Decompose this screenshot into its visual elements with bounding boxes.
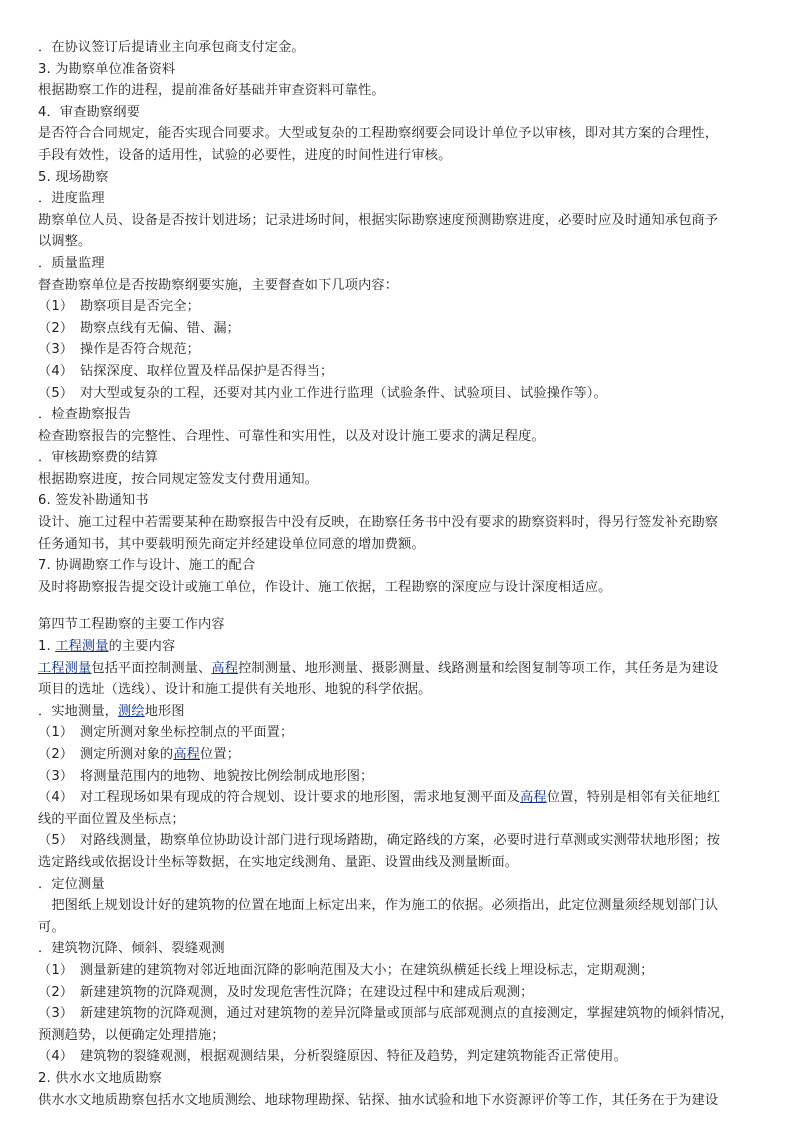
list-item: （5） 对大型或复杂的工程，还要对其内业工作进行监理（试验条件、试验项目、试验操作等）。 xyxy=(38,385,607,401)
text-line: 任务通知书，其中要载明预先商定并经建设单位同意的增加费额。 xyxy=(38,536,425,552)
document-page xyxy=(38,37,758,1111)
list-item: （2） 测定所测对象的高程位置； xyxy=(38,747,241,762)
section-heading: 4．审查勘察纲要 xyxy=(38,104,140,120)
text-line: 根据勘察进度，按合同规定签发支付费用通知。 xyxy=(38,471,319,487)
engineering-survey-link[interactable]: 工程测量 xyxy=(55,639,109,655)
text-line: 是否符合合同规定，能否实现合同要求。大型或复杂的工程勘察纲要会同设计单位予以审核，即对其方案的合理性， xyxy=(38,126,719,142)
engineering-survey-link[interactable]: 工程测量 xyxy=(38,660,92,676)
subsection-heading: ．实地测量，测绘地形图 xyxy=(38,703,185,719)
text-line: 可。 xyxy=(38,919,65,935)
section-heading: 3. 为勘察单位准备资料 xyxy=(38,61,176,77)
list-item: （5） 对路线测量，勘察单位协助设计部门进行现场踏勘，确定路线的方案，必要时进行草测或实测带状地形图；按 xyxy=(38,833,721,849)
list-item: （2） 勘察点线有无偏、错、漏； xyxy=(38,320,241,336)
elevation-link[interactable]: 高程 xyxy=(211,660,239,676)
text-line: 选定路线或依据设计坐标等数据，在实地定线测角、量距、设置曲线及测量断面。 xyxy=(38,854,519,870)
text-line: 预测趋势，以便确定处理措施； xyxy=(38,1027,225,1043)
list-item: （4） 建筑物的裂缝观测，根据观测结果，分析裂缝原因、特征及趋势，判定建筑物能否正常使用。 xyxy=(38,1049,627,1065)
list-item: （1） 勘察项目是否完全； xyxy=(38,299,200,315)
text-line: 手段有效性，设备的适用性，试验的必要性，进度的时间性进行审核。 xyxy=(38,147,452,163)
text-line: 以调整。 xyxy=(38,234,92,250)
text-line: 把图纸上规划设计好的建筑物的位置在地面上标定出来，作为施工的依据。必须指出，此定位测量须经规划部门认 xyxy=(38,898,719,914)
elevation-link[interactable]: 高程 xyxy=(520,790,547,806)
text-line: 线的平面位置及坐标点； xyxy=(38,811,185,827)
list-item: （4） 钻探深度、取样位置及样品保护是否得当； xyxy=(38,363,334,379)
text-line: 设计、施工过程中若需要某种在勘察报告中没有反映，在勘察任务书中没有要求的勘察资料时，得另行签发补充勘察 xyxy=(38,515,719,531)
chapter-heading: 第四节工程勘察的主要工作内容 xyxy=(38,617,225,633)
list-item: （4） 对工程现场如果有现成的符合规划、设计要求的地形图，需求地复测平面及高程位置，特别是相邻有关征地红 xyxy=(38,790,721,806)
subsection-heading: ．定位测量 xyxy=(38,876,105,892)
text-line: 项目的选址（选线）、设计和施工提供有关地形、地貌的科学依据。 xyxy=(38,682,432,698)
text-line: 勘察单位人员、设备是否按计划进场；记录进场时间，根据实际勘察速度预测勘察进度，必要时应及时通知承包商予 xyxy=(38,212,719,228)
list-item: （3） 将测量范围内的地物、地貌按比例绘制成地形图； xyxy=(38,768,374,784)
section-heading: 5. 现场勘察 xyxy=(38,169,109,185)
section-heading: 7. 协调勘察工作与设计、施工的配合 xyxy=(38,558,256,574)
list-item: （3） 新建建筑物的沉降观测，通过对建筑物的差异沉降量或顶部与底部观测点的直接测定，掌握建筑物的倾斜情况， xyxy=(38,1006,734,1022)
text-line: ．在协议签订后提请业主向承包商支付定金。 xyxy=(38,40,305,55)
list-item: （3） 操作是否符合规范； xyxy=(38,342,200,358)
subsection-heading: ．进度监理 xyxy=(38,191,105,207)
text-line: 及时将勘察报告提交设计或施工单位，作设计、施工依据，工程勘察的深度应与设计深度相适应。 xyxy=(38,579,612,595)
text-line: 根据勘察工作的进程，提前准备好基础并审查资料可靠性。 xyxy=(38,83,385,99)
surveying-mapping-link[interactable]: 测绘 xyxy=(118,703,145,719)
subsection-heading: ．建筑物沉降、倾斜、裂缝观测 xyxy=(38,941,225,957)
list-item: （1） 测量新建的建筑物对邻近地面沉降的影响范围及大小；在建筑纵横延长线上埋设标志，定期观测； xyxy=(38,962,654,978)
text-line: 检查勘察报告的完整性、合理性、可靠性和实用性，以及对设计施工要求的满足程度。 xyxy=(38,428,545,444)
section-heading: 6. 签发补勘通知书 xyxy=(38,493,149,509)
list-item: （2） 新建建筑物的沉降观测，及时发现危害性沉降；在建设过程中和建成后观测； xyxy=(38,984,534,1000)
list-item: （1） 测定所测对象坐标控制点的平面置； xyxy=(38,725,294,741)
subsection-heading: ．检查勘察报告 xyxy=(38,407,132,423)
subsection-heading: ．质量监理 xyxy=(38,255,105,271)
section-heading: 1. 工程测量的主要内容 xyxy=(38,639,176,655)
section-heading: 2. 供水水文地质勘察 xyxy=(38,1070,162,1086)
text-line: 督查勘察单位是否按勘察纲要实施，主要督查如下几项内容： xyxy=(38,277,399,293)
text-line: 工程测量包括平面控制测量、高程控制测量、地形测量、摄影测量、线路测量和绘图复制等项工作，其任务是为建设 xyxy=(38,660,719,676)
subsection-heading: ．审核勘察费的结算 xyxy=(38,450,159,466)
elevation-link[interactable]: 高程 xyxy=(173,747,201,762)
text-line: 供水水文地质勘察包括水文地质测绘、地球物理勘探、钻探、抽水试验和地下水资源评价等工作，其任务在于为建设 xyxy=(38,1092,719,1108)
